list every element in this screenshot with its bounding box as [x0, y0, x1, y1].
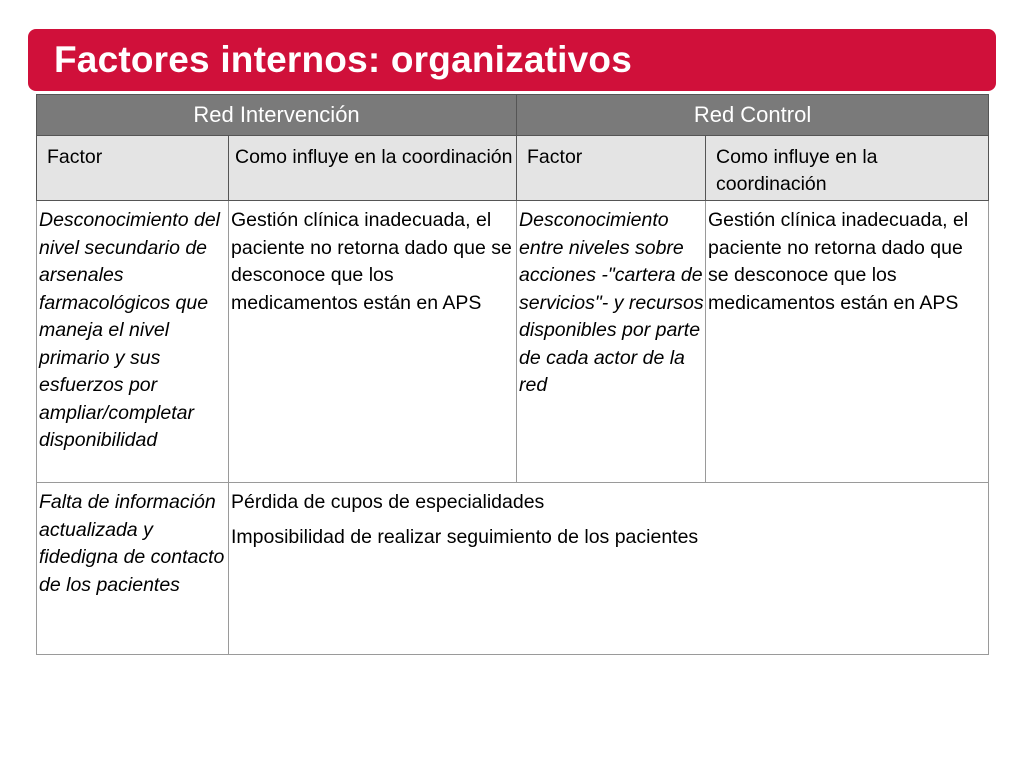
influence-item: Imposibilidad de realizar seguimiento de los pacientes [231, 525, 699, 548]
table-row [37, 483, 989, 655]
intervention-influence-cell: Gestión clínica inadecuada, el paciente no retorna dado que se desconoce que los medicamentos están en APS [229, 201, 517, 483]
shared-influence-cell [229, 483, 989, 655]
control-influence-cell: Gestión clínica inadecuada, el paciente no retorna dado que se desconoce que los medicamentos están en APS [706, 201, 989, 483]
title-bar [28, 29, 996, 91]
factors-table [36, 94, 989, 655]
network-header-row [37, 95, 989, 136]
subheader-label: Factor [527, 146, 583, 168]
subheader-factor-intervention [37, 136, 229, 201]
subheader-label: Como influye en la coordinación [235, 146, 513, 168]
shared-factor-cell: Falta de información actualizada y fidedigna de contacto de los pacientes [37, 483, 229, 655]
intervention-factor-cell: Desconocimiento del nivel secundario de arsenales farmacológicos que maneja el nivel primario y sus esfuerzos por ampliar/completar disponibilidad [37, 201, 229, 483]
sub-header-row [37, 136, 989, 201]
header-red-intervencion: Red Intervención [37, 95, 517, 136]
influence-item: Pérdida de cupos de especialidades [231, 491, 545, 513]
control-factor-cell: Desconocimiento entre niveles sobre acciones -"cartera de servicios"- y recursos disponibles por parte de cada actor de la red [517, 201, 706, 483]
header-red-control: Red Control [517, 95, 989, 136]
subheader-influence-intervention [229, 136, 517, 201]
subheader-influence-control [706, 136, 989, 201]
subheader-label: Factor [47, 146, 103, 168]
subheader-factor-control [517, 136, 706, 201]
table-row [37, 201, 989, 483]
slide-title: Factores internos: organizativos [54, 39, 632, 80]
subheader-label: Como influye en la coordinación [716, 146, 878, 195]
